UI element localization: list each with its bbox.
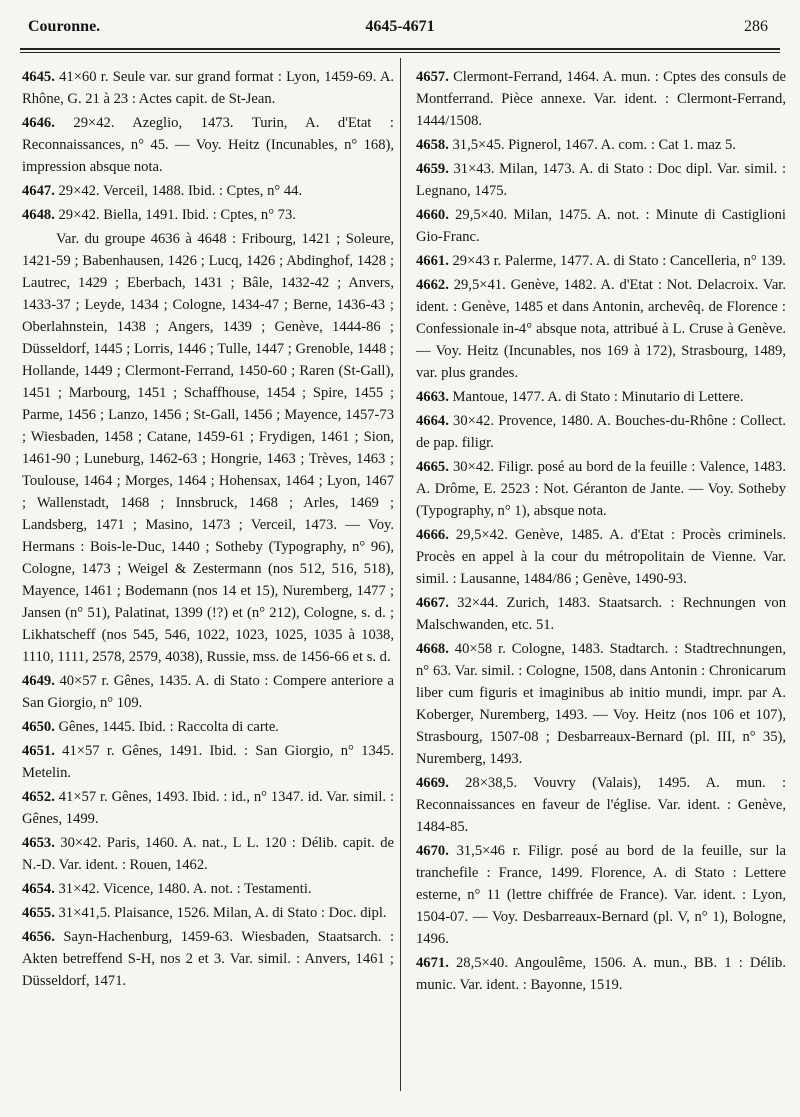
entry-text: 41×57 r. Gênes, 1491. Ibid. : San Giorgio, n° 1345. Metelin. — [22, 743, 394, 781]
entry-text: 31,5×46 r. Filigr. posé au bord de la feuille, sur la tranchefile : France, 1499. Florence, A. di Stato : Lettere esterne, n° 11 (lettre chiffrée de France). Var. ident. : Lyon, 1504-07. — Voy. Desbarreaux-Bernard (pl. V, n° 1), Bologne, 1496. — [416, 843, 786, 947]
page-header — [28, 18, 772, 44]
entry — [416, 250, 786, 272]
entry-number: 4666. — [416, 527, 449, 543]
entry — [416, 158, 786, 202]
entry-text: 31×41,5. Plaisance, 1526. Milan, A. di Stato : Doc. dipl. — [58, 905, 387, 921]
entry-text: 29×42. Azeglio, 1473. Turin, A. d'Etat : Reconnaissances, n° 45. — Voy. Heitz (Incunables, n° 168), impression absque nota. — [22, 115, 394, 175]
entry-text: 41×60 r. Seule var. sur grand format : Lyon, 1459-69. A. Rhône, G. 21 à 23 : Actes capit. de St-Jean. — [22, 69, 395, 107]
entry — [22, 740, 394, 784]
entry — [416, 456, 786, 522]
entry-number: 4653. — [22, 835, 55, 851]
entry-text: 31×43. Milan, 1473. A. di Stato : Doc dipl. Var. simil. : Legnano, 1475. — [416, 161, 787, 199]
entry-text: Clermont-Ferrand, 1464. A. mun. : Cptes des consuls de Montferrand. Pièce annexe. Var. ident. : Clermont-Ferrand, 1444/1508. — [416, 69, 786, 129]
entry-number: 4658. — [416, 137, 449, 153]
entry — [416, 638, 786, 770]
entry-number: 4667. — [416, 595, 449, 611]
entry-text: 28×38,5. Vouvry (Valais), 1495. A. mun. : Reconnaissances en faveur de l'église. Var. ident. : Genève, 1484-85. — [416, 775, 786, 835]
entry-number: 4663. — [416, 389, 449, 405]
entry-number: 4657. — [416, 69, 449, 85]
entry-number: 4670. — [416, 843, 449, 859]
entry — [22, 878, 394, 900]
variant-paragraph: Var. du groupe 4636 à 4648 : Fribourg, 1421 ; Soleure, 1421-59 ; Babenhausen, 1426 ; Lucq, 1426 ; Abdinghof, 1428 ; Lautrec, 1429 ; Eberbach, 1431 ; Bâle, 1432-42 ; Anvers, 1433-37 ; Leyde, 1434 ; Cologne, 1434-47 ; Berne, 1436-43 ; Oberlahnstein, 1438 ; Angers, 1439 ; Genève, 1444-86 ; Düsseldorf, 1445 ; Lorris, 1446 ; Tulle, 1447 ; Grenoble, 1448 ; Hollande, 1449 ; Clermont-Ferrand, 1450-60 ; Raren (St-Gall), 1451 ; Marbourg, 1451 ; Schaffhouse, 1454 ; Spire, 1455 ; Parme, 1456 ; Lanzo, 1456 ; St-Gall, 1456 ; Mayence, 1457-73 ; Wiesbaden, 1458 ; Catane, 1459-61 ; Frydigen, 1461 ; Sion, 1461-90 ; Luneburg, 1462-63 ; Hongrie, 1463 ; Trèves, 1463 ; Toulouse, 1464 ; Morges, 1464 ; Hohensax, 1464 ; Lyon, 1467 ; Wallenstadt, 1468 ; Innsbruck, 1468 ; Arles, 1469 ; Landsberg, 1471 ; Masino, 1473 ; Verceil, 1473. — Voy. Hermans : Bois-le-Duc, 1440 ; Sotheby (Typography, n° 96), Cologne, 1473 ; Weigel & Zestermann (nos 512, 516, 518), Mayence, 1461 ; Bodemann (nos 14 et 15), Nuremberg, 1477 ; Jansen (n° 51), Palatinat, 1399 (!?) et (n° 212), Cologne, s. d. ; Likhatscheff (nos 545, 546, 1022, 1023, 1025, 1035 à 1038, 1110, 1111, 2578, 2579, 4038), Russie, mss. de 1456-66 et s. d. — [22, 231, 394, 665]
entry-text: 30×42. Filigr. posé au bord de la feuille : Valence, 1483. A. Drôme, E. 2523 : Not. Géranton de Jante. — Voy. Sotheby (Typography, n° 1), absque nota. — [416, 459, 786, 519]
entry-range: 4645-4671 — [365, 18, 435, 35]
entry — [416, 952, 786, 996]
entry — [416, 134, 786, 156]
entry-number: 4648. — [22, 207, 55, 223]
entry — [416, 410, 786, 454]
entry-number: 4659. — [416, 161, 449, 177]
entry — [22, 926, 394, 992]
entry-number: 4660. — [416, 207, 449, 223]
entry-number: 4665. — [416, 459, 449, 475]
entry — [416, 524, 786, 590]
entry-text: 29×42. Verceil, 1488. Ibid. : Cptes, n° 44. — [58, 183, 303, 199]
entry-text: 40×57 r. Gênes, 1435. A. di Stato : Compere anteriore a San Giorgio, n° 109. — [22, 673, 394, 711]
entry-number: 4671. — [416, 955, 449, 971]
entry — [22, 670, 394, 714]
entry — [416, 592, 786, 636]
entry-text: 30×42. Paris, 1460. A. nat., L L. 120 : Délib. capit. de N.-D. Var. ident. : Rouen, 1462. — [22, 835, 394, 873]
entry-number: 4656. — [22, 929, 55, 945]
entry — [22, 786, 394, 830]
entry-text: 40×58 r. Cologne, 1483. Stadtarch. : Stadtrechnungen, n° 63. Var. simil. : Cologne, 1508, dans Antonin : Chronicarum liber cum figuris et imaginibus ab initio mundi, impr. par A. Koberger, Nuremberg, 1493. — Voy. Heitz (nos 106 et 107), Strasbourg, 1507-08 ; Desbarreaux-Bernard (pl. III, n° 35), Nuremberg, 1493. — [416, 641, 786, 767]
running-title: Couronne. — [28, 18, 101, 35]
entry — [22, 180, 394, 202]
entry-text: 31×42. Vicence, 1480. A. not. : Testamenti. — [58, 881, 312, 897]
entry-text: 29×43 r. Palerme, 1477. A. di Stato : Cancelleria, n° 139. — [452, 253, 786, 269]
entry-text: 29,5×42. Genève, 1485. A. d'Etat : Procès criminels. Procès en appel à la cour du métropolitain de Vienne. Var. simil. : Lausanne, 1484/86 ; Genève, 1490-93. — [416, 527, 786, 587]
entry-text: 41×57 r. Gênes, 1493. Ibid. : id., n° 1347. id. Var. simil. : Gênes, 1499. — [22, 789, 394, 827]
entry-number: 4655. — [22, 905, 55, 921]
entry-text: 29×42. Biella, 1491. Ibid. : Cptes, n° 73. — [58, 207, 296, 223]
entry — [416, 66, 786, 132]
entry-number: 4661. — [416, 253, 449, 269]
column-divider — [400, 58, 401, 1091]
entry-number: 4654. — [22, 881, 55, 897]
entry — [416, 772, 786, 838]
entry-text: 31,5×45. Pignerol, 1467. A. com. : Cat 1. maz 5. — [452, 137, 736, 153]
entry — [22, 832, 394, 876]
entry — [416, 274, 786, 384]
entry — [22, 204, 394, 226]
entry — [416, 386, 786, 408]
header-rule-thin — [20, 52, 780, 53]
entry-text: Mantoue, 1477. A. di Stato : Minutario di Lettere. — [452, 389, 744, 405]
header-rule — [20, 48, 780, 50]
entry — [416, 840, 786, 950]
entry-number: 4649. — [22, 673, 55, 689]
entry-number: 4646. — [22, 115, 55, 131]
entry — [416, 204, 786, 248]
left-column — [22, 66, 394, 994]
entry-number: 4652. — [22, 789, 55, 805]
right-column — [416, 66, 786, 998]
entry-number: 4664. — [416, 413, 449, 429]
entry — [22, 66, 394, 110]
entry-text: 30×42. Provence, 1480. A. Bouches-du-Rhône : Collect. de pap. filigr. — [416, 413, 786, 451]
entry — [22, 716, 394, 738]
entry-text: Sayn-Hachenburg, 1459-63. Wiesbaden, Staatsarch. : Akten betreffend S-H, nos 2 et 3. Var. simil. : Anvers, 1461 ; Düsseldorf, 1471. — [22, 929, 394, 989]
entry-number: 4647. — [22, 183, 55, 199]
entry-number: 4668. — [416, 641, 449, 657]
entry-number: 4651. — [22, 743, 55, 759]
entry-text: Gênes, 1445. Ibid. : Raccolta di carte. — [58, 719, 279, 735]
page-number: 286 — [744, 18, 768, 35]
entry-text: 29,5×41. Genève, 1482. A. d'Etat : Not. Delacroix. Var. ident. : Genève, 1485 et dans Antonin, archevêq. de Florence : Confessionale in-4° absque nota, attribué à L. Cruse à Genève. — Voy. Heitz (Incunables, nos 169 à 172), Strasbourg, 1489, var. plus grandes. — [416, 277, 786, 381]
entry-number: 4645. — [22, 69, 55, 85]
entry-number: 4650. — [22, 719, 55, 735]
entry-text: 32×44. Zurich, 1483. Staatsarch. : Rechnungen von Malschwanden, etc. 51. — [416, 595, 786, 633]
entry-number: 4669. — [416, 775, 449, 791]
entry-text: 28,5×40. Angoulême, 1506. A. mun., BB. 1 : Délib. munic. Var. ident. : Bayonne, 1519. — [416, 955, 786, 993]
entry-number: 4662. — [416, 277, 449, 293]
entry-text: 29,5×40. Milan, 1475. A. not. : Minute di Castiglioni Gio-Franc. — [416, 207, 786, 245]
entry — [22, 902, 394, 924]
entry — [22, 112, 394, 178]
